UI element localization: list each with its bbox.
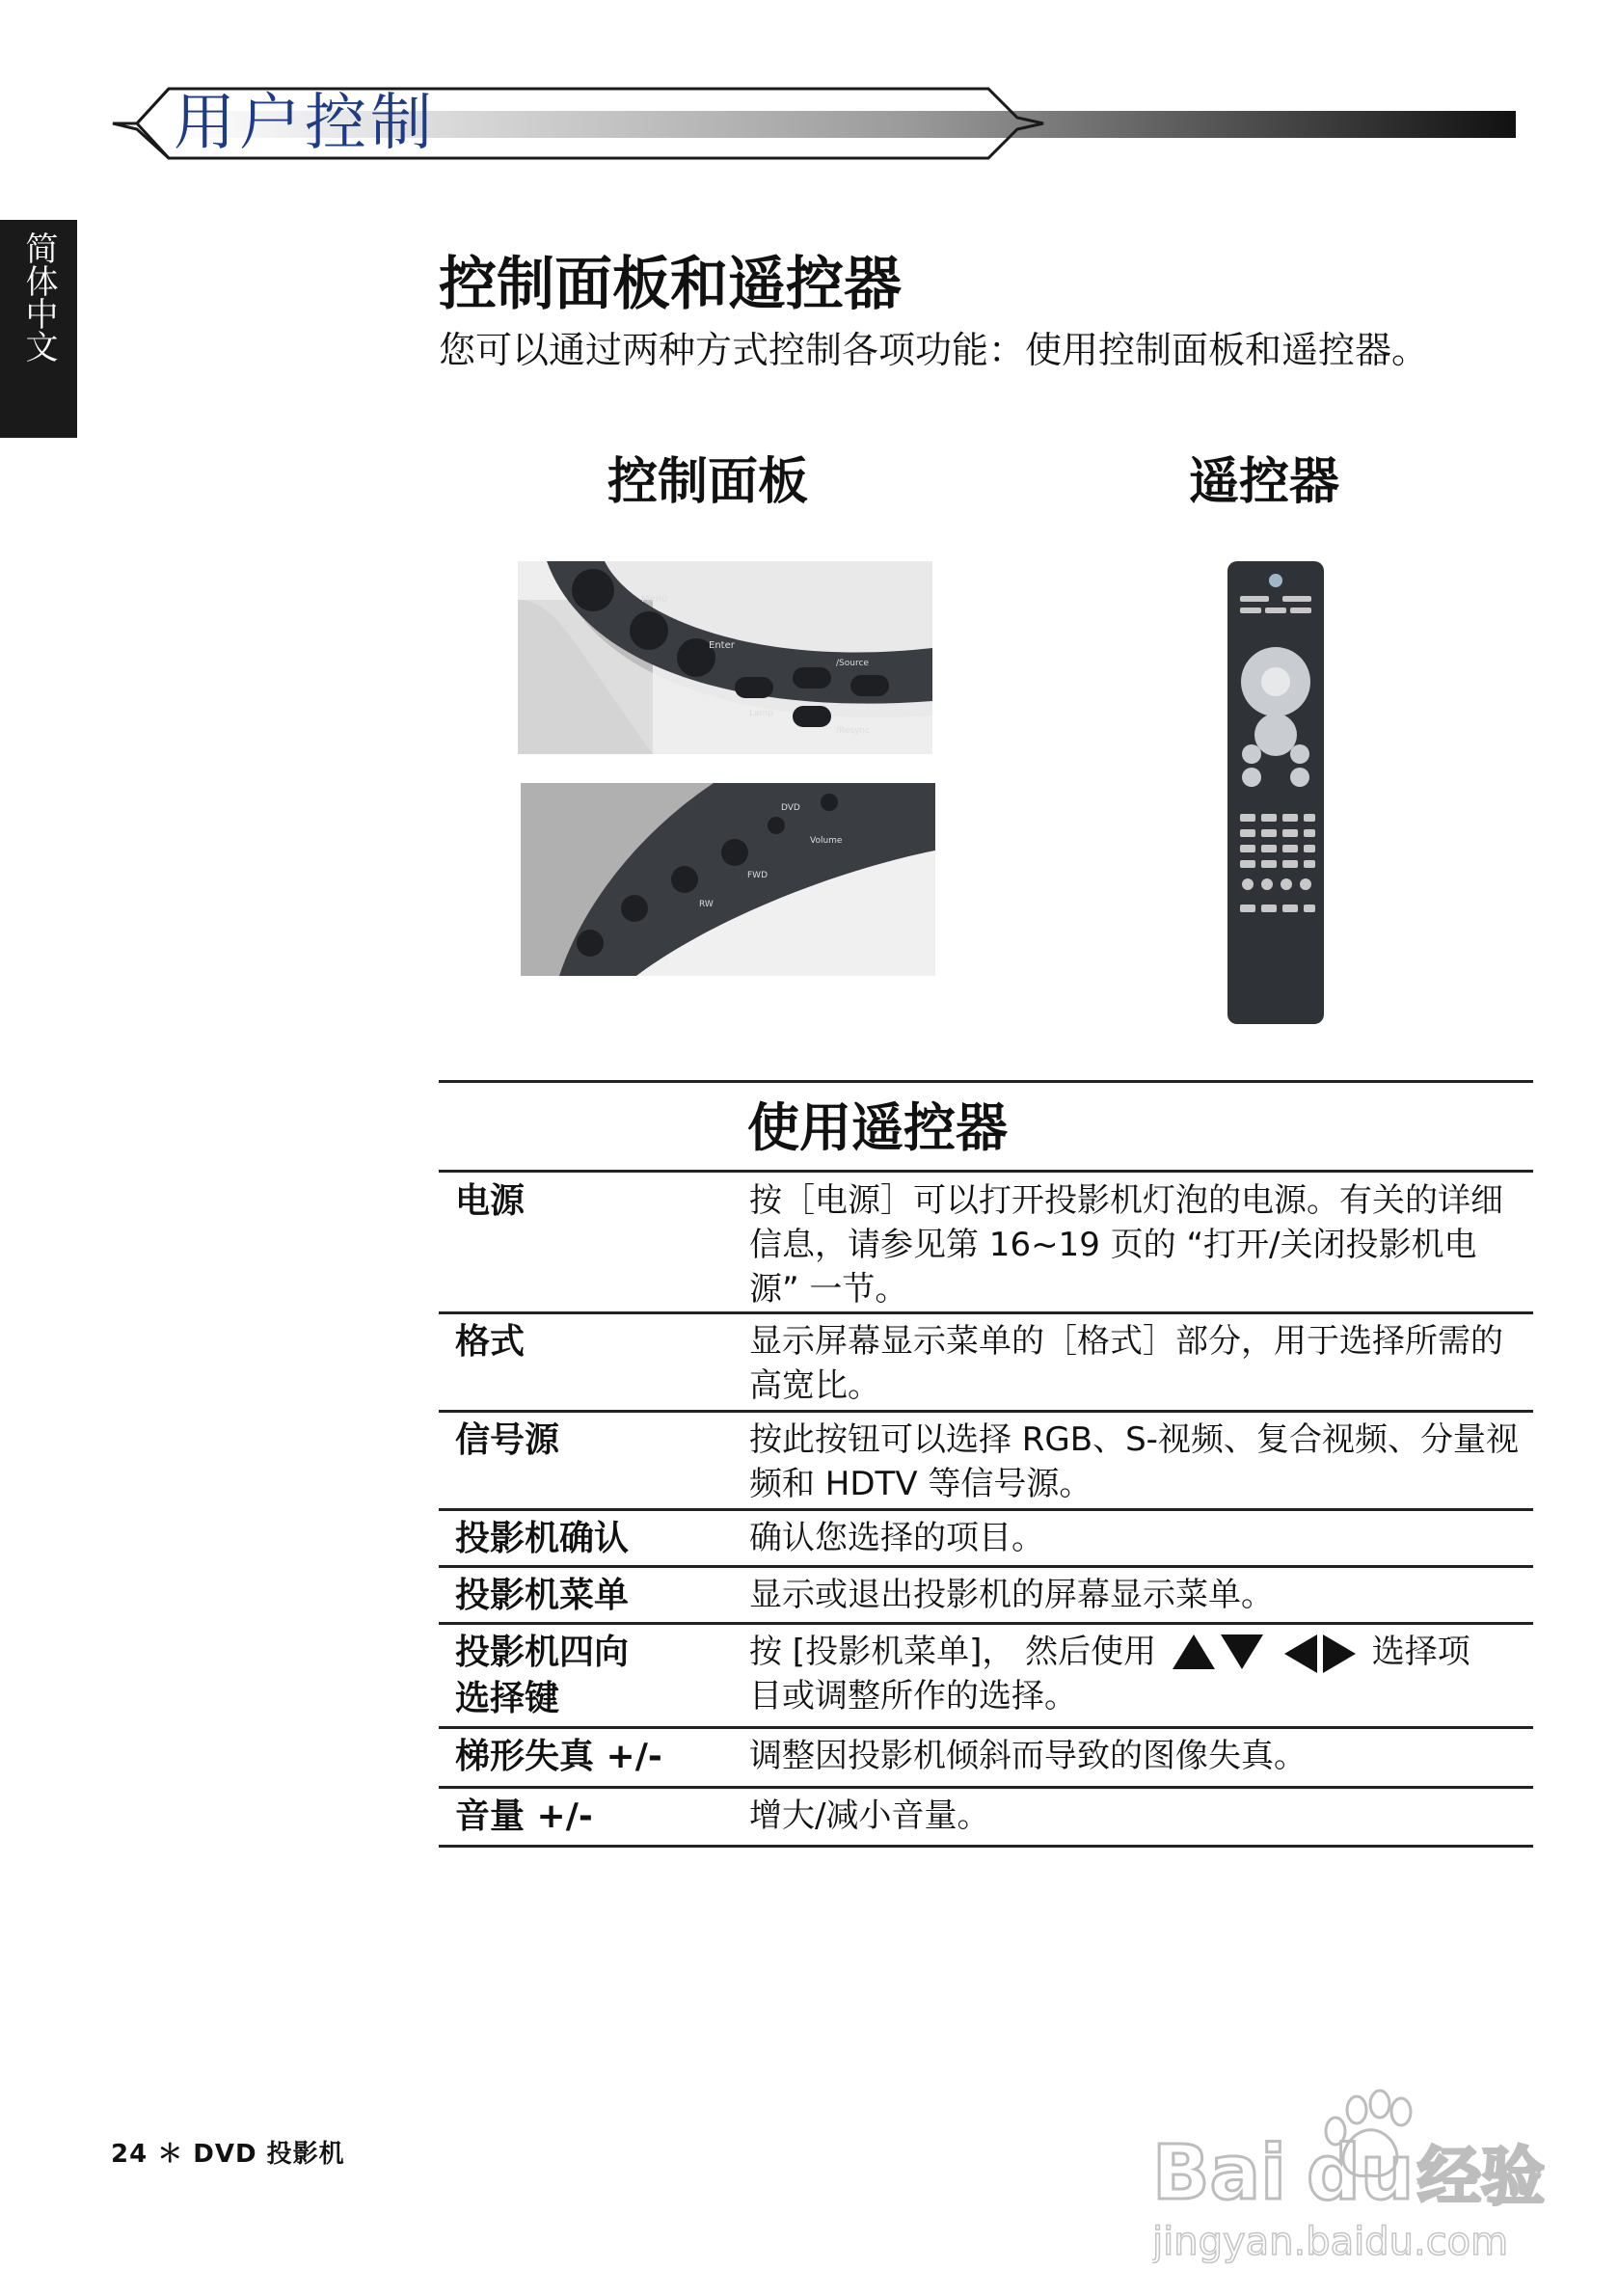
panel-label-source: /Source [836,659,869,668]
desc-volume: 增大/减小音量。 [749,1796,990,1835]
section-intro: 您可以通过两种方式控制各项功能：使用控制面板和遥控器。 [439,329,1429,371]
panel-label-dvd: DVD [781,803,800,813]
control-panel-photo-top [518,561,932,754]
panel-label-volume: Volume [810,836,843,846]
control-panel-photo-bottom [521,783,935,976]
row-divider [439,1565,1533,1568]
term-volume: 音量 +/- [455,1796,593,1836]
term-four-way-keys [455,1630,735,1722]
panel-label-resync: /Resync [836,726,871,736]
desc-four-way-keys-after: 选择项 [1371,1633,1470,1671]
desc-power: 按［电源］可以打开投影机灯泡的电源。有关的详细信息，请参见第 16~19 页的 “打开/关闭投影机电源” 一节。 [749,1181,1503,1309]
panel-label-lamp: Lamp [749,709,774,718]
row-divider [439,1726,1533,1729]
page-section-title: 用户控制 [174,88,436,159]
term-keystone: 梯形失真 +/- [455,1737,662,1776]
baidu-watermark-logo [1152,2083,1557,2276]
row-divider [439,1622,1533,1625]
desc-four-way-keys [749,1630,1521,1718]
watermark-du: du [1307,2130,1415,2217]
row-divider [439,1311,1533,1314]
panel-label-fwd: FWD [747,871,769,880]
remote-control-photo [1223,561,1329,1024]
watermark-jingyan: 经验 [1417,2140,1545,2214]
desc-format: 显示屏幕显示菜单的［格式］部分，用于选择所需的高宽比。 [749,1322,1503,1405]
arrow-down-icon [1221,1634,1263,1669]
desc-projector-menu: 显示或退出投影机的屏幕显示菜单。 [749,1576,1274,1614]
term-format: 格式 [455,1322,526,1362]
arrow-up-icon [1173,1634,1215,1669]
term-source: 信号源 [455,1420,560,1460]
panel-label-menu: Menu [641,594,668,605]
term-projector-menu: 投影机菜单 [455,1576,630,1615]
section-heading: 控制面板和遥控器 [439,251,902,318]
desc-projector-enter: 确认您选择的项目。 [749,1519,1044,1557]
term-power: 电源 [455,1181,526,1221]
table-heading: 使用遥控器 [747,1097,1008,1158]
page-footer: 24 ＊ DVD 投影机 [111,2140,345,2169]
row-divider [439,1508,1533,1511]
arrow-right-icon [1323,1634,1356,1673]
panel-label-enter: Enter [709,640,735,651]
table-bottom-rule [439,1845,1533,1848]
arrow-keys-icons [1173,1634,1356,1673]
desc-source: 按此按钮可以选择 RGB、S-视频、复合视频、分量视频和 HDTV 等信号源。 [749,1420,1519,1503]
row-divider [439,1170,1533,1173]
control-panel-title: 控制面板 [607,453,809,511]
term-four-way-keys-line2: 选择键 [455,1679,560,1718]
remote-title: 遥控器 [1189,453,1340,511]
row-divider [439,1410,1533,1413]
table-top-rule [439,1080,1533,1083]
row-divider [439,1786,1533,1789]
watermark-bai: Bai [1152,2130,1286,2217]
language-side-tab-label: 简体中文 [19,231,58,363]
desc-keystone: 调整因投影机倾斜而导致的图像失真。 [749,1737,1307,1775]
term-four-way-keys-line1: 投影机四向 [455,1633,630,1672]
desc-four-way-keys-before: 按 [投影机菜单]， 然后使用 [749,1633,1157,1671]
term-projector-enter: 投影机确认 [455,1519,630,1558]
desc-four-way-keys-line2: 目或调整所作的选择。 [749,1677,1077,1715]
panel-label-rew: RW [699,900,714,909]
watermark-url: jingyan.baidu.com [1152,2220,1509,2264]
arrow-left-icon [1284,1634,1317,1673]
